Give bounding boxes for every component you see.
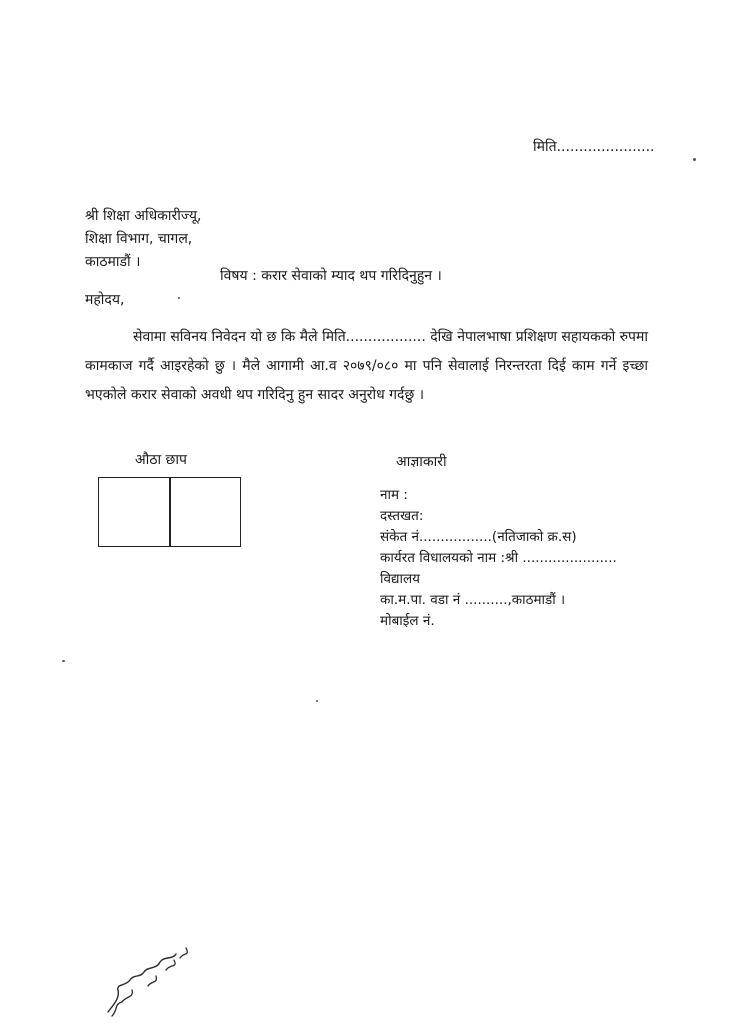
signatory-field: नाम : bbox=[380, 487, 408, 503]
signatory-field: संकेत नं.................(नतिजाको क्र.स) bbox=[380, 529, 577, 545]
scan-speck bbox=[693, 158, 696, 161]
scan-speck bbox=[62, 660, 65, 662]
signatory-field: का.म.पा. वडा नं ..........,काठमाडौं । bbox=[380, 592, 566, 608]
thumbprint-divider bbox=[169, 478, 171, 546]
signatory-field: विद्यालय bbox=[380, 571, 420, 587]
letter-body-text: सेवामा सविनय निवेदन यो छ कि मैले मिति.................. देखि नेपालभाषा प्रशिक्षण सहायकको रुपमा कामकाज गर्दै आइरहेको छु । मैले आगामी आ.व २०७९/०८० मा पनि सेवालाई निरन्तरता दिई काम गर्ने इच्छा भएकोले करार सेवाको अवधी थप गरिदिनु हुन सादर अनुरोध गर्दछु । bbox=[85, 329, 648, 403]
scan-speck bbox=[316, 700, 318, 702]
letter-body bbox=[85, 323, 648, 410]
subject-line: विषय : करार सेवाको म्याद थप गरिदिनुहुन । bbox=[220, 268, 442, 284]
signatory-field: दस्तखत: bbox=[380, 508, 424, 524]
signatory-field: मोबाईल नं. bbox=[380, 613, 435, 629]
date-field: मिति...................... bbox=[533, 139, 655, 155]
signatory-field: कार्यरत विधालयको नाम :श्री ...................... bbox=[380, 550, 617, 566]
signatory-fields bbox=[380, 485, 617, 632]
recipient-line: शिक्षा विभाग, चागल, bbox=[85, 231, 193, 247]
recipient-address bbox=[85, 206, 202, 275]
handwritten-mark bbox=[100, 940, 210, 1020]
recipient-line: काठमाडौं । bbox=[85, 254, 141, 270]
scan-speck bbox=[178, 297, 180, 299]
recipient-line: श्री शिक्षा अधिकारीज्यू, bbox=[85, 208, 202, 224]
thumbprint-box bbox=[98, 477, 241, 547]
signatory-label: आज्ञाकारी bbox=[396, 454, 447, 470]
thumbprint-label: औठा छाप bbox=[135, 452, 187, 468]
salutation: महोदय, bbox=[85, 292, 125, 308]
